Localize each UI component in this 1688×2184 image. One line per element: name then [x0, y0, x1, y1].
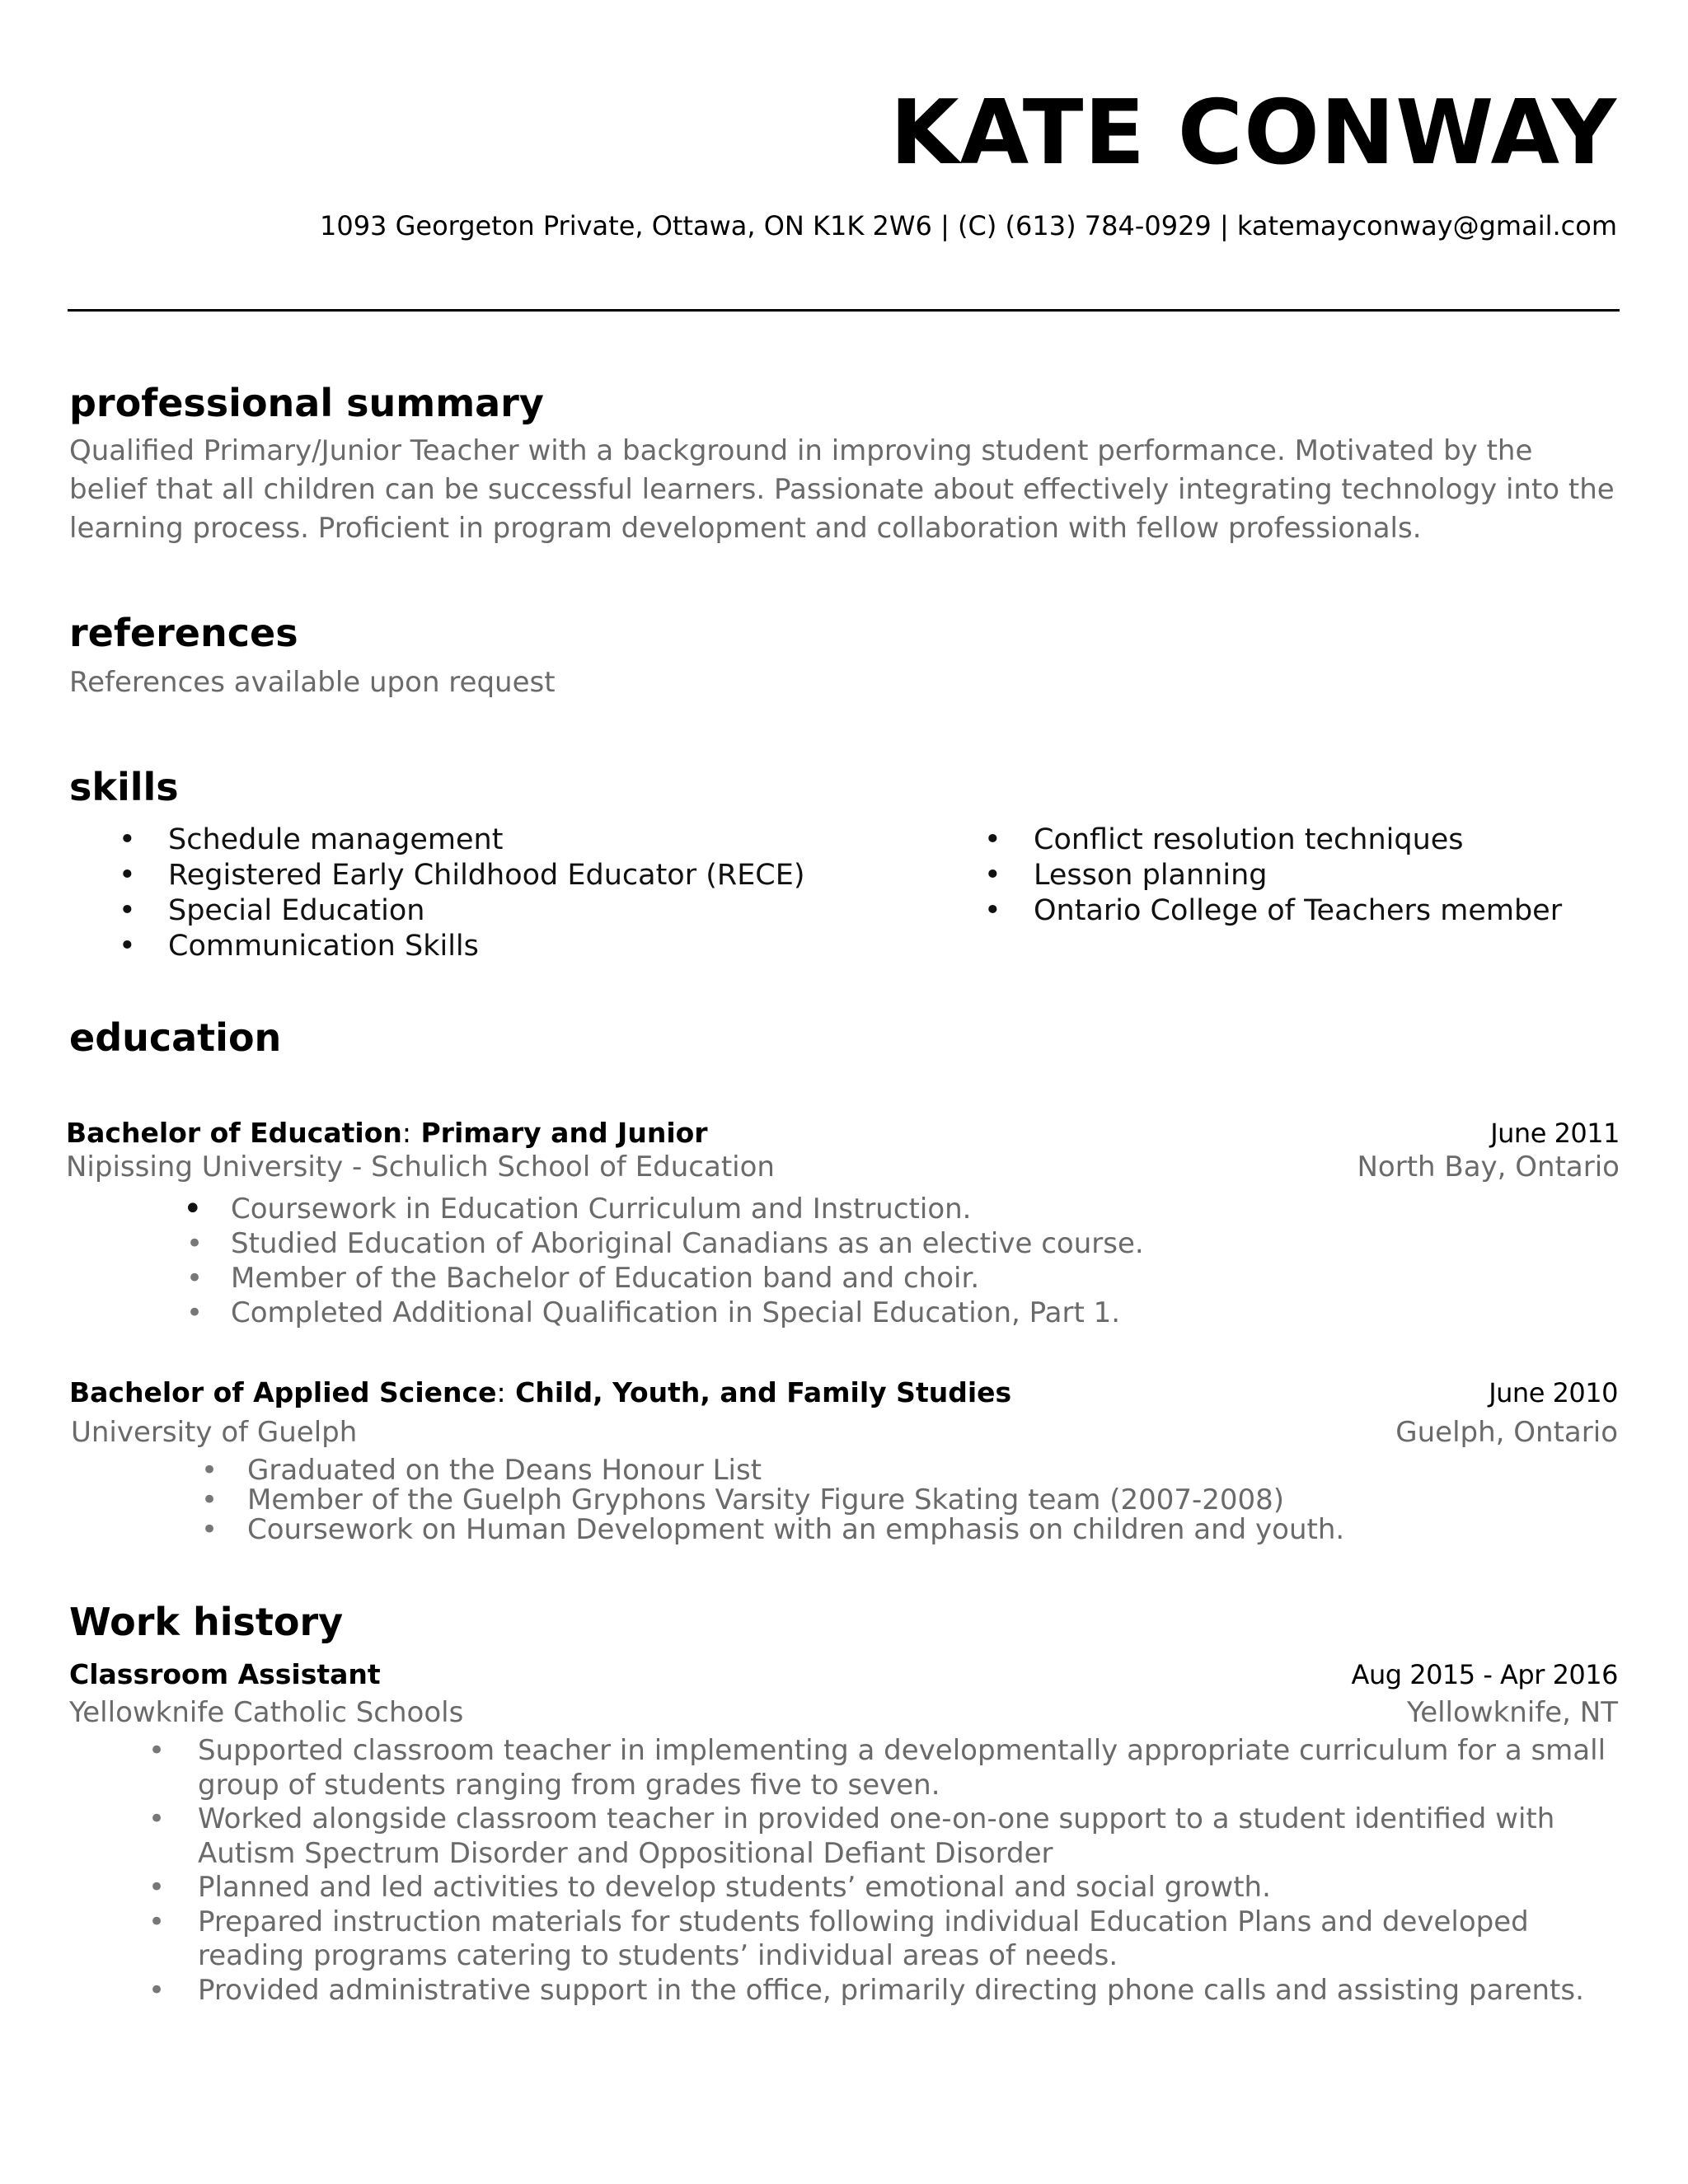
bullet-icon: • [984, 859, 1001, 892]
list-item: • Planned and led activities to develop students’ emotional and social growth. [148, 1871, 1271, 1904]
list-item: • Coursework on Human Development with an emphasis on children and youth. [201, 1513, 1345, 1546]
bullet-icon: • [186, 1227, 204, 1260]
bullet-icon: • [119, 823, 136, 856]
skill-item: • Registered Early Childhood Educator (RECE) [119, 859, 805, 892]
list-item: • Supported classroom teacher in implementing a developmentally appropriate curriculum for a small group of students ranging from grades five to seven. [148, 1734, 1606, 1802]
education-entry-header [66, 1117, 1620, 1149]
references-text: References available upon request [69, 666, 556, 699]
degree-title: Bachelor of Education: Primary and Junior [66, 1117, 708, 1149]
job-dates: Aug 2015 - Apr 2016 [1351, 1659, 1618, 1690]
list-item: • Worked alongside classroom teacher in provided one-on-one support to a student identified with Autism Spectrum Disorder and Oppositional Defiant Disorder [148, 1802, 1555, 1870]
bullet-icon: • [183, 1190, 203, 1228]
skill-item: • Ontario College of Teachers member [984, 894, 1563, 927]
bullet-icon: • [119, 859, 136, 892]
skills-heading: skills [69, 765, 179, 809]
bullet-icon: • [148, 1973, 166, 2007]
skill-item: • Special Education [119, 894, 425, 927]
bullet-icon: • [984, 823, 1001, 856]
education-bullets [201, 1454, 1345, 1546]
list-item: • Provided administrative support in the office, primarily directing phone calls and assisting parents. [148, 1973, 1584, 2007]
bullet-icon: • [984, 894, 1001, 927]
bullet-icon: • [148, 1802, 166, 1835]
school-name: Nipissing University - Schulich School of Education [66, 1151, 775, 1183]
list-item: • Completed Additional Qualification in Special Education, Part 1. [186, 1296, 1121, 1329]
header-divider [68, 309, 1620, 312]
job-header [69, 1658, 1618, 1690]
education-bullets [183, 1190, 1144, 1330]
skill-item: • Conflict resolution techniques [984, 823, 1464, 856]
school-location: Guelph, Ontario [1395, 1416, 1618, 1449]
list-item: • Graduated on the Deans Honour List [201, 1454, 762, 1487]
bullet-icon: • [201, 1513, 218, 1546]
list-item: • Coursework in Education Curriculum and Instruction. [183, 1190, 972, 1228]
skill-item: • Schedule management [119, 823, 504, 856]
education-entry-header [69, 1376, 1618, 1408]
work-history-heading: Work history [69, 1600, 344, 1644]
skill-item: • Communication Skills [119, 930, 479, 963]
candidate-name: KATE CONWAY [889, 82, 1617, 185]
list-item: • Prepared instruction materials for students following individual Education Plans and developed reading programs catering to students’ individual areas of needs. [148, 1905, 1529, 1972]
job-location: Yellowknife, NT [1406, 1696, 1618, 1729]
bullet-icon: • [119, 894, 136, 927]
job-subheader [69, 1696, 1618, 1729]
summary-text: Qualified Primary/Junior Teacher with a background in improving student performance. Motivated by the belief that all children can be successful learners. Passionate about effectively integrating technology into the learning process. Proficient in program development and collaboration with fellow professionals. [69, 434, 1615, 545]
skills-list-left [69, 823, 805, 964]
job-title: Classroom Assistant [69, 1658, 381, 1690]
bullet-icon: • [201, 1483, 218, 1516]
bullet-icon: • [148, 1871, 166, 1904]
summary-heading: professional summary [69, 381, 544, 425]
bullet-icon: • [119, 930, 136, 963]
skills-list-right [969, 823, 1562, 929]
bullet-icon: • [186, 1262, 204, 1295]
job-bullets [148, 1734, 1624, 2008]
bullet-icon: • [186, 1296, 204, 1329]
education-entry-subheader [66, 1151, 1620, 1183]
education-entry-subheader [71, 1416, 1618, 1449]
references-heading: references [69, 611, 298, 655]
bullet-icon: • [148, 1734, 166, 1767]
bullet-icon: • [201, 1454, 218, 1487]
list-item: • Member of the Guelph Gryphons Varsity Figure Skating team (2007-2008) [201, 1483, 1285, 1516]
list-item: • Member of the Bachelor of Education band and choir. [186, 1262, 980, 1295]
school-location: North Bay, Ontario [1357, 1151, 1620, 1183]
education-date: June 2010 [1489, 1377, 1618, 1408]
list-item: • Studied Education of Aboriginal Canadians as an elective course. [186, 1227, 1144, 1260]
education-date: June 2011 [1490, 1118, 1620, 1149]
degree-title: Bachelor of Applied Science: Child, Youth, and Family Studies [69, 1376, 1012, 1408]
bullet-icon: • [148, 1905, 166, 1938]
employer-name: Yellowknife Catholic Schools [69, 1696, 464, 1729]
skill-item: • Lesson planning [984, 859, 1268, 892]
school-name: University of Guelph [71, 1416, 358, 1449]
contact-info: 1093 Georgeton Private, Ottawa, ON K1K 2W6 | (C) (613) 784-0929 | katemayconway@gmail.com [319, 210, 1617, 241]
education-heading: education [69, 1015, 282, 1060]
